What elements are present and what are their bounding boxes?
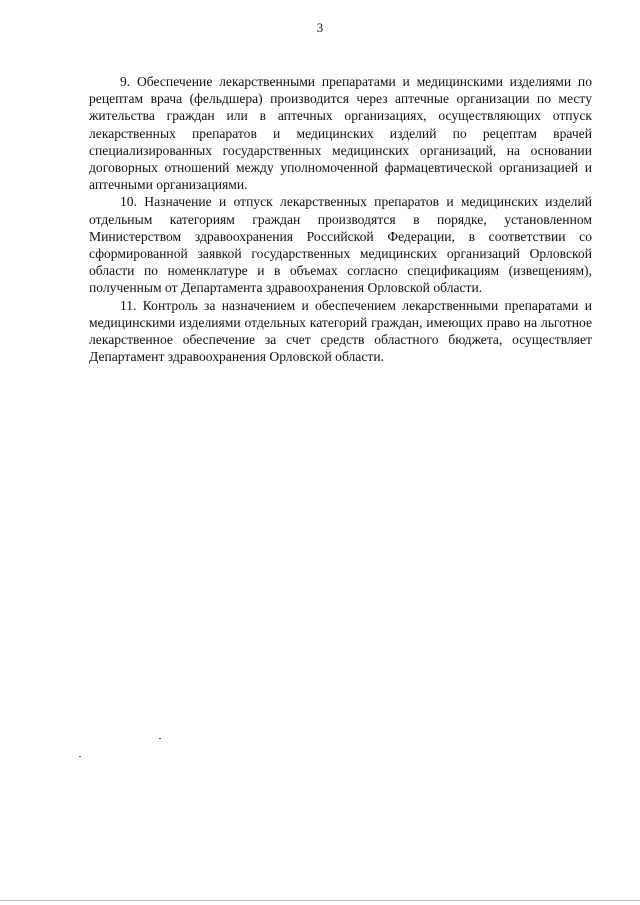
page-number: 3: [316, 20, 324, 35]
paragraph-11: 11. Контроль за назначением и обеспечением лекарственными препаратами и медицинскими изделиями отдельных категорий граждан, имеющих право на льготное лекарственное обеспечение за счет средств областного бюджета, осуществляет Департамент здравоохранения Орловской области.: [89, 297, 592, 365]
scan-speck: [159, 738, 161, 739]
document-body: [89, 73, 592, 365]
paragraph-10: 10. Назначение и отпуск лекарственных препаратов и медицинских изделий отдельным категориям граждан производятся в порядке, установленном Министерством здравоохранения Российской Федерации, в соответствии со сформированной заявкой государственных медицинских организаций Орловской области по номенклатуре и в объемах согласно спецификациям (извещениям), полученным от Департамента здравоохранения Орловской области.: [89, 194, 592, 296]
scan-speck: [79, 756, 81, 757]
paragraph-9: 9. Обеспечение лекарственными препаратами и медицинскими изделиями по рецептам врача (фельдшера) производится через аптечные организации по месту жительства граждан или в аптечных организациях, осуществляющих отпуск лекарственных препаратов и медицинских изделий по рецептам врачей специализированных государственных медицинских организаций, на основании договорных отношений между уполномоченной фармацевтической организацией и аптечными организациями.: [89, 74, 592, 193]
scan-edge-line: [0, 900, 640, 901]
